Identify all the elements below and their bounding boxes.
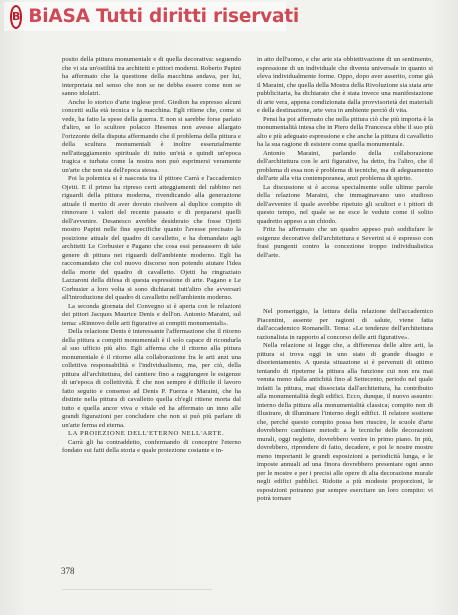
right-column: [257, 56, 433, 504]
right-paragraph-1: in atto dell'uomo, e che arte sia obbiettivazione di un sentimento, espressione di un individuale che diventa universale in quanto si eleva individualmente forme. Oppo, dopo aver asserito, come già il Maraini, che quella della Mostra della Rivoluzione sia stata arte pubblicitaria, ha dichiarato che è stata invece una manifestazione di arte vera, appena condizionata dalla provvisorietà dei materiali e della destinazione, arte vera in ambiente perciò di vita.: [257, 56, 433, 114]
biasa-logo-icon: [10, 5, 22, 29]
left-paragraph-1: posito della pittura monumentale e di quella decorativa: seguendo che vi sia un'ostilità tra architetti e pittori moderni. Roberto Papini ha affermato che la questione della macchina andava, per lui, interpretata nel senso che non se ne debba essere come non se sanno idolatri.: [62, 56, 241, 97]
right-paragraph-5: Fritz ha affermato che un quadro appeso può soddisfare le esigenze decorative dell'architettura e Severini si è espresso con frasi pungenti contro la concezione troppo individualistica dell'arte.: [257, 226, 433, 259]
right-paragraph-6: Nel pomeriggio, la lettura della relazione dell'accademico Piacentini, assente per ragioni di salute, viene fatta dall'accademico Romanelli. Tema: «Le tendenze dell'architettura razionalista in rapporto al concorso delle arti figurative».: [257, 308, 433, 341]
left-paragraph-4: La seconda giornata del Convegno si è aperta con le relazioni dei pittori Jacques Maurice Denis e dell'on. Antonio Maraini, sul tema: «Rinnovo delle arti figurative ai compiti monumentali».: [62, 302, 241, 327]
right-paragraph-4: La discussione si è accesa specialmente sulle ultime parole della relazione Maraini, che immaginavano uno studioso dell'avvenire il quale avrebbe ripetuto gli scultori e i pittori di questo tempo, nel quale se ne esce le vedute come il solito quadretto appeso a un chiodo.: [257, 183, 433, 225]
watermark-banner: [4, 2, 300, 31]
section-heading: LA PROIEZIONE DELL'ETERNO NELL'ARTE.: [68, 430, 225, 437]
left-paragraph-3: Poi la polemica si è nascosta tra il pittore Carrà e l'accademico Ojetti. E il primo ha ripreso certi atteggiamenti del rabbino nei riguardi della pittura moderna, rivendicando alla generazione attuale il merito di aver dovuto risolvere al duplice compito di rinnovare i valori del recente passato e di prepararsi quelli dell'avvenire. Desanesco avrebbe desiderato che fosse Ojetti mostro Papini nelle fine specifiche quanto l'avesse precisato la posizione attuale del quadro di cavalletto, e ha domandato agli architetti Le Corbusier e Pagano che cosa essi pensassero di tale genere di pittura nei riguardi dell'ambiente moderno. Egli ha raccomandato che col nuovo discorso non potendo aiutare l'idea della morte del quadro di cavalletto. Ojetti ha ringraziato Lazzaroni della difesa di questa espressione di arte. Pagano e Le Corbusier a loro volta si sono dichiarati tutt'altro che avversari all'introduzione del quadro di cavalletto nell'ambiente moderno.: [62, 175, 241, 301]
left-paragraph-6: Carrà gli ha contraddetto, confermando di concepire l'eterno fondato sui fatti della storia e quale proiezione costante e in-: [62, 438, 241, 454]
left-paragraph-5: Della relazione Denis è interessante l'affermazione che il ritorno della pittura a compiti monumentali è il solo capace di ricondurla al suo ufficio più alto. Egli afferma che il ritorno alla pittura monumentale è il ritorno alla collaborazione fra le arti anzi una collettiva responsabilità e l'individualismo, ma, per ciò, della pittura all'architettura, del cantiere fino a raggiungere le esigenze di un'epoca di collettività. È che non sempre è difficile il lavoro fatto seguito e consenso ad Denis P. Fuerza e Maraini, che ha distinte nella pittura di cavalletto quella ch'egli ritiene morta dal tutto e quella ancor viva e vitale ed ha affermato un inno alle grandi figurazioni per concludere che non si può più parlare di un'arte ferma ed eterna.: [62, 328, 241, 429]
left-paragraph-2: Anche lo storico d'arte inglese prof. Giedion ha espresso alcuni concetti sulla età tecnica e la macchina. Egli ritiene che, come si vede, ha fatto la spese della guerra. E non si sarebbe forse parlato d'altro, se lo scultore polacco Hesenus non avesse allargato l'orizzonte della disputa affermando che il problema della pittura e della scultura monumentali è inoltre essenzialmente nell'atteggiamento spirituale di tutto un'età e quindi un'epoca tragica e turbata come la nostra non può esprimersi veramente un'arte che non sia dell'epoca stessa.: [62, 98, 241, 174]
right-paragraph-7: Nella relazione si legge che, a differenza delle altre arti, la pittura si trova oggi in uno stato di grande disagio e disorientamento. A questa situazione si è pervenuti di ottimo tentando di ripeterne la pittura alla funzione cui non era mai venuta meno dalla antichità fino al Settecento, periodo nel quale infatti la pittura, mai dissociata dall'architettura, ha contribuito alla monumentalità degli edifici. Ecco, dunque, il nuovo assunto: interno della pittura alla monumentalità classica; compito non di illustrare, di illuminare l'interno degli edifici. Il relatore sostiene che, perché questo compito possa ben riuscire, le scuole d'arte dovrebbero cambiare metodi: a le tecniche delle decorazioni murali, oggi neglette, dovrebbero venire in primo piano. In più, dovrebbero, riprendere di fatto, decadere, e poi le nostre mostre meno importanti le grandi esposizioni a periodicità lunga, e le imposte annuali ad una finora dovrebbero presentare ogni anno per le mostre e per i precisi alle opere di alta decorazione murale negli edifici pubblici. Ridotte a più modeste proporzioni, le esposizioni potranno pur sempre esercitare un loro compito: vi potrà tornare: [257, 342, 433, 502]
column-gap: [257, 260, 433, 308]
left-column: [62, 56, 241, 456]
right-paragraph-2: Pensi ha poi affermato che nella pittura ciò che più importa è la monumentalità intesa che in Piero della Francesca ebbe il suo più alto e più adeguato espressione e che anche la pittura di cavalletto ha la sua ragione di esistere come quella monumentale.: [257, 115, 433, 148]
watermark-text: BiASA Tutti diritti riservati: [28, 6, 300, 27]
page-number: 378: [61, 566, 75, 576]
right-paragraph-3: Antonio Maraini, parlando della collaborazione dell'architettura con le arti figurative, ha detto, fra l'altro, che il problema di essa non è problema di tecniche, ma di adeguamento dell'arte alla vita contemporanea, anzi problema di spirito.: [257, 149, 433, 182]
logo-letter: B: [12, 10, 21, 23]
footer-rule: [62, 589, 212, 590]
